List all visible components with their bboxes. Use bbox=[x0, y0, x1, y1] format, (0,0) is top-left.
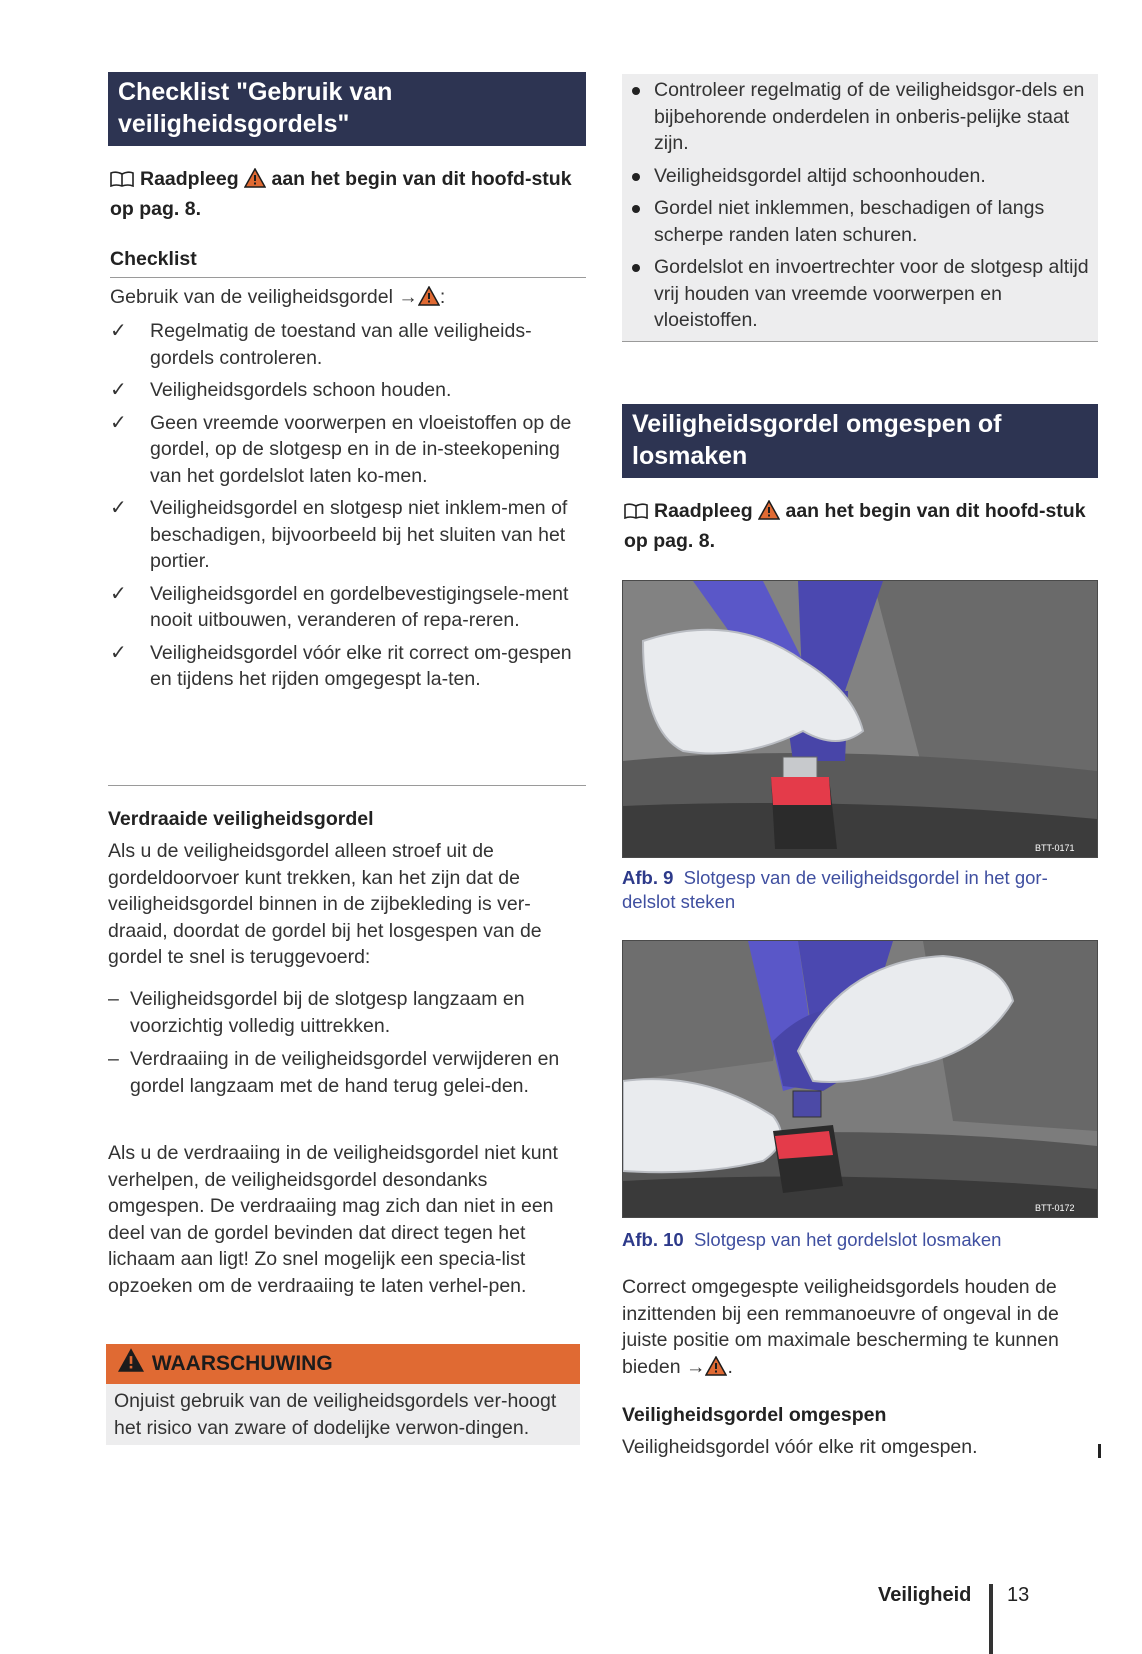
checklist-intro: Gebruik van de veiligheidsgordel → : bbox=[110, 284, 580, 314]
footer-divider bbox=[989, 1584, 993, 1654]
step-item: – Veiligheidsgordel bij de slotgesp langzaam en voorzichtig volledig uittrekken. bbox=[108, 988, 525, 1037]
figure-9-code: BTT-0171 bbox=[1035, 843, 1075, 853]
checkmark-icon: ✓ bbox=[110, 582, 127, 605]
divider bbox=[110, 277, 586, 278]
checkmark-icon: ✓ bbox=[110, 411, 127, 434]
checklist-item: ✓ Veiligheidsgordels schoon houden. bbox=[110, 377, 580, 404]
footer-section-label: Veiligheid bbox=[878, 1584, 972, 1606]
section-title-fasten: Veiligheidsgordel omgespen of losmaken bbox=[622, 404, 1098, 478]
twisted-belt-steps bbox=[108, 986, 584, 1106]
twisted-belt-heading: Verdraaide veiligheidsgordel bbox=[108, 808, 374, 830]
continuation-marker bbox=[1098, 1444, 1101, 1458]
warning-triangle-icon bbox=[244, 168, 266, 196]
bullet-item: Veiligheidsgordel altijd schoonhouden. bbox=[622, 163, 1098, 190]
warning-triangle-icon bbox=[705, 1356, 727, 1384]
checklist-item: ✓ Regelmatig de toestand van alle veiligheids-gordels controleren. bbox=[110, 320, 532, 369]
precautions-box bbox=[622, 74, 1098, 342]
section-title-checklist: Checklist "Gebruik van veiligheidsgordels" bbox=[108, 72, 586, 146]
bullet-item: Gordelslot en invoertrechter voor de slotgesp altijd vrij houden van vreemde voorwerpen en vloeistoffen. bbox=[622, 254, 1098, 334]
checklist-item: ✓ Veiligheidsgordel vóór elke rit correct om-gespen en tijdens het rijden omgegespt la-ten. bbox=[110, 641, 572, 690]
figure-10-illustration bbox=[623, 941, 1097, 1217]
warning-triangle-icon bbox=[116, 1347, 146, 1387]
twisted-belt-paragraph: Als u de veiligheidsgordel alleen stroef uit de gordeldoorvoer kunt trekken, kan het zijn dat de veiligheidsgordel binnen in de zijbekleding is ver-draaid, doordat de gordel bij het losgespen van de gordel te snel is teruggevoerd: bbox=[108, 840, 542, 968]
checklist bbox=[110, 318, 580, 699]
figure-9-illustration bbox=[623, 581, 1097, 857]
page-number: 13 bbox=[1007, 1584, 1030, 1606]
reference-note: Raadpleeg aan het begin van dit hoofd-stuk op pag. 8. bbox=[624, 500, 1086, 552]
warning-header: WAARSCHUWING bbox=[106, 1344, 580, 1384]
checklist-item: ✓ Geen vreemde voorwerpen en vloeistoffen op de gordel, op de slotgesp en in de in-steekopening van het gordelslot laten ko-men. bbox=[110, 411, 572, 487]
checklist-item: ✓ Veiligheidsgordel en slotgesp niet inklem-men of beschadigen, bijvoorbeeld bij het sluiten van het portier. bbox=[110, 497, 568, 572]
checklist-heading: Checklist bbox=[110, 248, 197, 270]
step-item: – Verdraaiing in de veiligheidsgordel verwijderen en gordel langzaam met de hand terug gelei-den. bbox=[108, 1048, 560, 1097]
warning-triangle-icon bbox=[418, 286, 440, 314]
book-icon bbox=[110, 168, 134, 184]
checkmark-icon: ✓ bbox=[110, 497, 127, 519]
protection-paragraph: Correct omgegespte veiligheidsgordels houden de inzittenden bij een remmanoeuvre of ongeval in de juiste positie om maximale bescherming te kunnen bieden → . bbox=[622, 1274, 1098, 1383]
figure-10-buckle-release bbox=[622, 940, 1098, 1218]
warning-text: Onjuist gebruik van de veiligheidsgordels ver-hoogt het risico van zware of dodelijke verwon-dingen. bbox=[106, 1384, 580, 1445]
fasten-text: Veiligheidsgordel vóór elke rit omgespen. bbox=[622, 1436, 978, 1458]
warning-triangle-icon bbox=[758, 500, 780, 528]
figure-10-code: BTT-0172 bbox=[1035, 1203, 1075, 1213]
book-icon bbox=[624, 500, 648, 516]
twisted-belt-paragraph-2: Als u de verdraaiing in de veiligheidsgordel niet kunt verhelpen, de veiligheidsgordel desondanks omgespen. De verdraaiing mag zich dan niet in een deel van de gordel bevinden dat direct tegen het lichaam aan ligt! Zo snel mogelijk een specia-list opzoeken om de verdraaiing te laten verhel-pen. bbox=[108, 1142, 558, 1297]
divider bbox=[108, 785, 586, 786]
checkmark-icon: ✓ bbox=[110, 641, 127, 664]
reference-note: Raadpleeg aan het begin van dit hoofd-stuk op pag. 8. bbox=[110, 168, 572, 220]
bullet-item: Controleer regelmatig of de veiligheidsgor-dels en bijbehorende onderdelen in onberis-pelijke staat zijn. bbox=[622, 77, 1098, 157]
checkmark-icon: ✓ bbox=[110, 379, 127, 401]
warning-box bbox=[106, 1344, 580, 1445]
figure-9-buckle-insert bbox=[622, 580, 1098, 858]
fasten-heading: Veiligheidsgordel omgespen bbox=[622, 1404, 887, 1426]
figure-9-caption: Afb. 9 Slotgesp van de veiligheidsgordel in het gor-delslot steken bbox=[622, 867, 1048, 912]
checklist-item: ✓ Veiligheidsgordel en gordelbevestigingsele-ment nooit uitbouwen, veranderen of repa-reren. bbox=[110, 582, 569, 631]
figure-10-caption: Afb. 10 Slotgesp van het gordelslot losmaken bbox=[622, 1229, 1002, 1250]
checkmark-icon: ✓ bbox=[110, 320, 127, 342]
bullet-item: Gordel niet inklemmen, beschadigen of langs scherpe randen laten schuren. bbox=[622, 195, 1098, 248]
